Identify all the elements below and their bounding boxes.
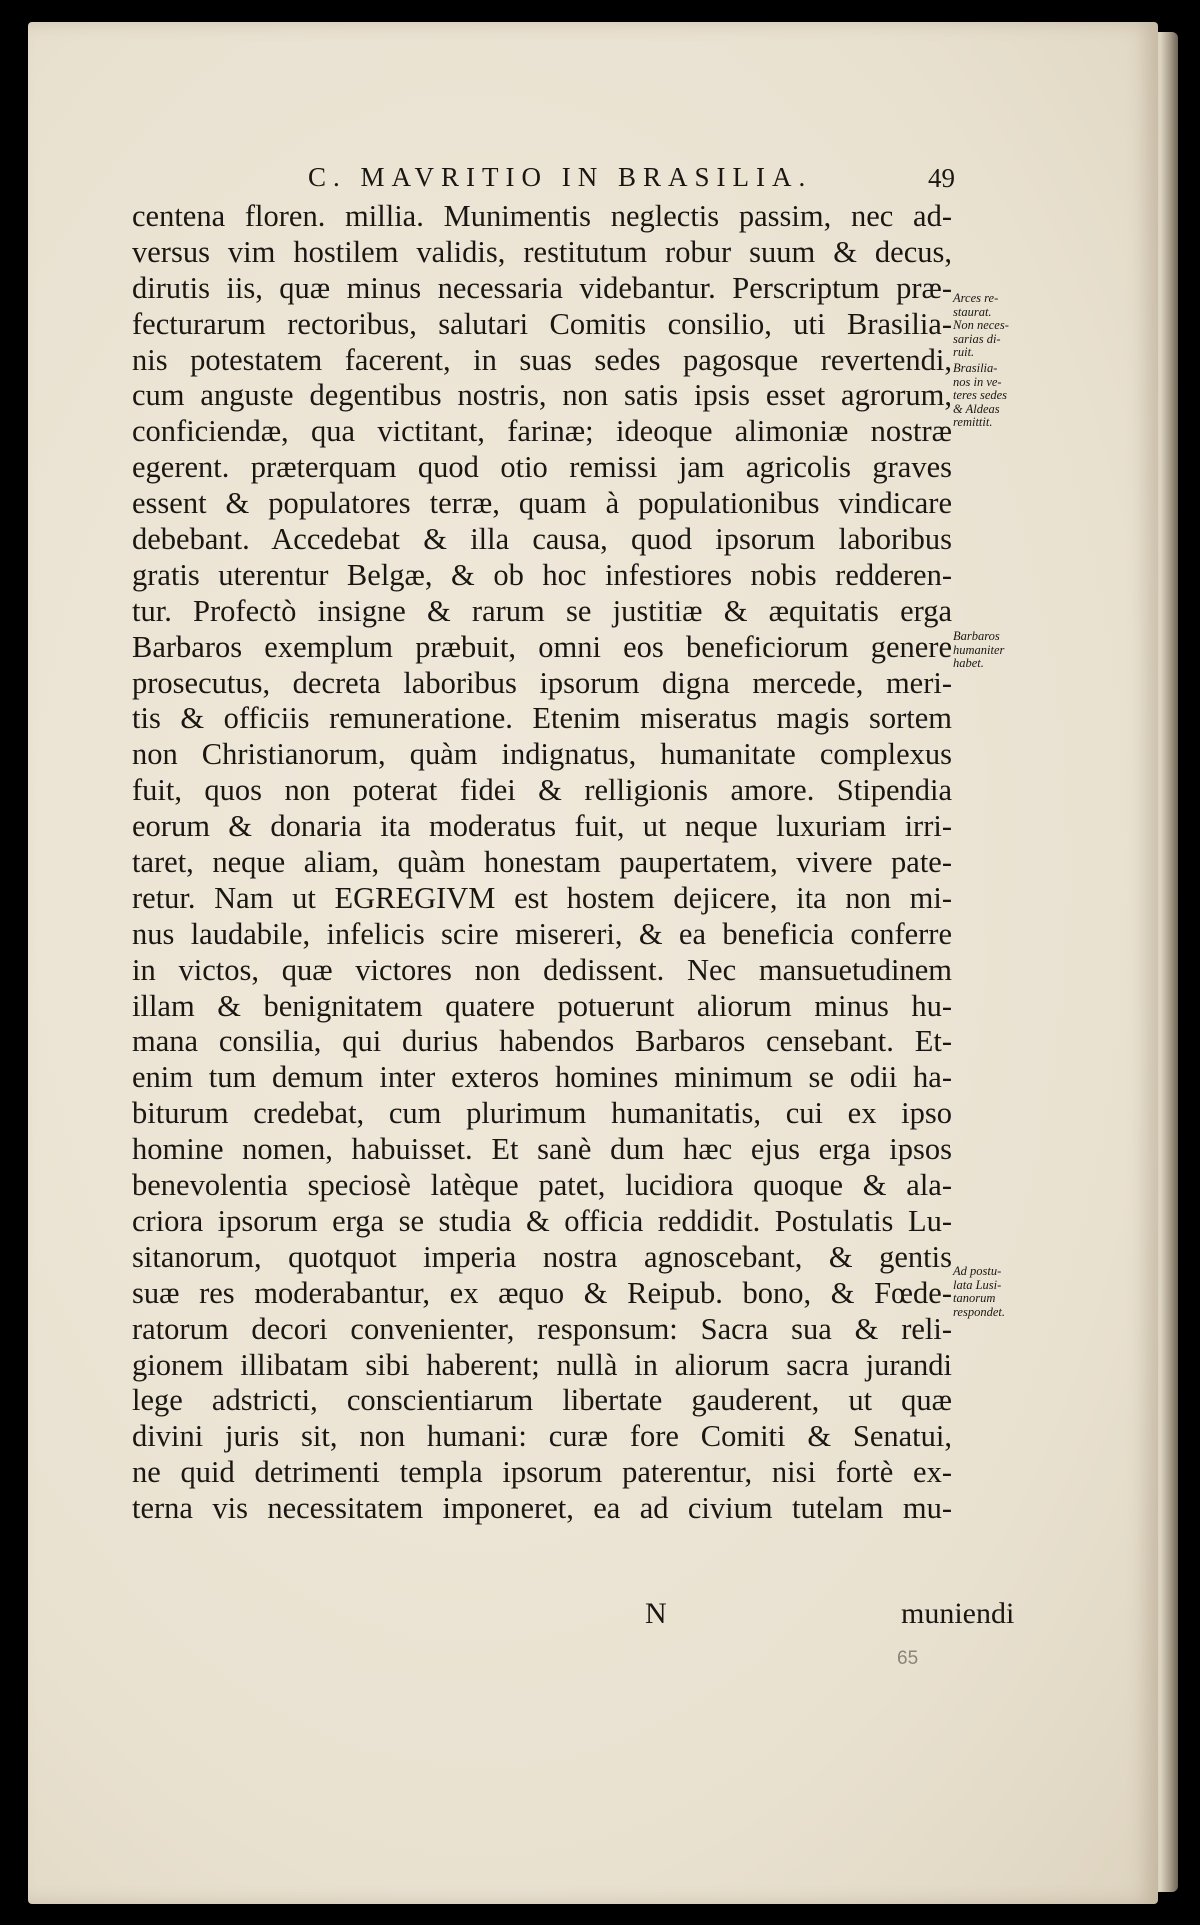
- text-line: ratorum decori convenienter, responsum: Sacra sua & reli-: [132, 1311, 952, 1346]
- catchword: muniendi: [901, 1597, 1015, 1630]
- margin-note-line: sarias di-: [953, 331, 1001, 346]
- text-line: criora ipsorum erga se studia & officia reddidit. Postulatis Lu-: [132, 1203, 952, 1238]
- text-line: conficiendæ, qua victitant, farinæ; ideoque alimoniæ nostræ: [132, 414, 952, 449]
- text-line: in victos, quæ victores non dedissent. Nec mansuetudinem: [132, 952, 952, 987]
- margin-note-line: ruit.: [953, 345, 975, 360]
- text-line: nis potestatem facerent, in suas sedes pagosque revertendi,: [132, 342, 952, 377]
- text-line: retur. Nam ut EGREGIVM est hostem dejicere, ita non mi-: [132, 880, 952, 915]
- text-line: non Christianorum, quàm indignatus, humanitate complexus: [132, 737, 952, 772]
- text-line: suæ res moderabantur, ex æquo & Reipub. bono, & Fœde-: [132, 1275, 952, 1310]
- text-line: tur. Profectò insigne & rarum se justitiæ & æquitatis erga: [132, 593, 952, 628]
- text-line: sitanorum, quotquot imperia nostra agnoscebant, & gentis: [132, 1239, 952, 1274]
- text-line: tis & officiis remuneratione. Etenim miseratus magis sortem: [132, 701, 952, 736]
- signature-mark: N: [645, 1597, 667, 1630]
- text-line: gionem illibatam sibi haberent; nullà in aliorum sacra jurandi: [132, 1347, 952, 1382]
- text-line: terna vis necessitatem imponeret, ea ad civium tutelam mu-: [132, 1491, 952, 1526]
- text-line: biturum credebat, cum plurimum humanitatis, cui ex ipso: [132, 1096, 952, 1131]
- text-line: illam & benignitatem quatere potuerunt aliorum minus hu-: [132, 988, 952, 1023]
- text-line: fuit, quos non poterat fidei & relligionis amore. Stipendia: [132, 773, 952, 808]
- text-line: Barbaros exemplum præbuit, omni eos beneficiorum genere: [132, 629, 952, 664]
- margin-note-line: remittit.: [953, 415, 993, 430]
- pencil-folio-number: 65: [897, 1648, 919, 1669]
- text-line: dirutis iis, quæ minus necessaria videbantur. Perscriptum præ-: [132, 270, 952, 305]
- margin-note-barbaros: [953, 630, 1004, 671]
- text-line: versus vim hostilem validis, restitutum robur suum & decus,: [132, 234, 952, 269]
- margin-note-line: Brasilia-: [953, 361, 998, 375]
- text-line: prosecutus, decreta laboribus ipsorum digna mercede, meri-: [132, 665, 952, 700]
- margin-note-line: teres sedes: [953, 388, 1008, 403]
- margin-note-line: Barbaros: [953, 629, 1000, 643]
- text-line: taret, neque aliam, quàm honestam paupertatem, vivere pate-: [132, 845, 952, 880]
- text-line: nus laudabile, infelicis scire misereri, & ea beneficia conferre: [132, 916, 952, 951]
- margin-note-line: & Aldeas: [953, 401, 1000, 416]
- margin-note-arces: [953, 292, 1009, 360]
- text-line: mana consilia, qui durius habendos Barbaros censebant. Et-: [132, 1024, 952, 1059]
- text-line: essent & populatores terræ, quam à populationibus vindicare: [132, 486, 952, 521]
- body-text: [132, 199, 952, 1527]
- text-line: divini juris sit, non humani: curæ fore Comiti & Senatui,: [132, 1419, 952, 1454]
- margin-note-line: humaniter: [953, 642, 1005, 657]
- margin-note-postulata: [953, 1265, 1005, 1319]
- text-line: enim tum demum inter exteros homines minimum se odii ha-: [132, 1060, 952, 1095]
- text-line: centena floren. millia. Munimentis neglectis passim, nec ad-: [132, 199, 952, 233]
- page-number: 49: [928, 163, 955, 193]
- text-line: homine nomen, habuisset. Et sanè dum hæc ejus erga ipsos: [132, 1132, 952, 1167]
- text-line: gratis uterentur Belgæ, & ob hoc infestiores nobis redderen-: [132, 557, 952, 592]
- margin-note-line: nos in ve-: [953, 374, 1002, 389]
- margin-note-line: habet.: [953, 656, 984, 671]
- text-line: egerent. præterquam quod otio remissi jam agricolis graves: [132, 450, 952, 485]
- text-line: lege adstricti, conscientiarum libertate gauderent, ut quæ: [132, 1383, 952, 1418]
- margin-note-line: tanorum: [953, 1291, 996, 1306]
- margin-note-line: Ad postu-: [953, 1264, 1002, 1278]
- margin-note-line: respondet.: [953, 1304, 1005, 1319]
- running-title: C. MAVRITIO IN BRASILIA.: [308, 162, 813, 192]
- margin-note-line: Non neces-: [953, 318, 1009, 333]
- text-line: cum anguste degentibus nostris, non satis ipsis esset agrorum,: [132, 378, 952, 413]
- margin-note-line: Arces re-: [953, 291, 999, 305]
- text-line: eorum & donaria ita moderatus fuit, ut neque luxuriam irri-: [132, 809, 952, 844]
- margin-note-line: lata Lusi-: [953, 1277, 1002, 1292]
- text-line: fecturarum rectoribus, salutari Comitis consilio, uti Brasilia-: [132, 306, 952, 341]
- text-line: benevolentia speciosè latèque patet, lucidiora quoque & ala-: [132, 1168, 952, 1203]
- text-line: ne quid detrimenti templa ipsorum paterentur, nisi fortè ex-: [132, 1455, 952, 1490]
- margin-note-line: staurat.: [953, 304, 992, 319]
- margin-note-brasilianos: [953, 362, 1007, 430]
- text-line: debebant. Accedebat & illa causa, quod ipsorum laboribus: [132, 522, 952, 557]
